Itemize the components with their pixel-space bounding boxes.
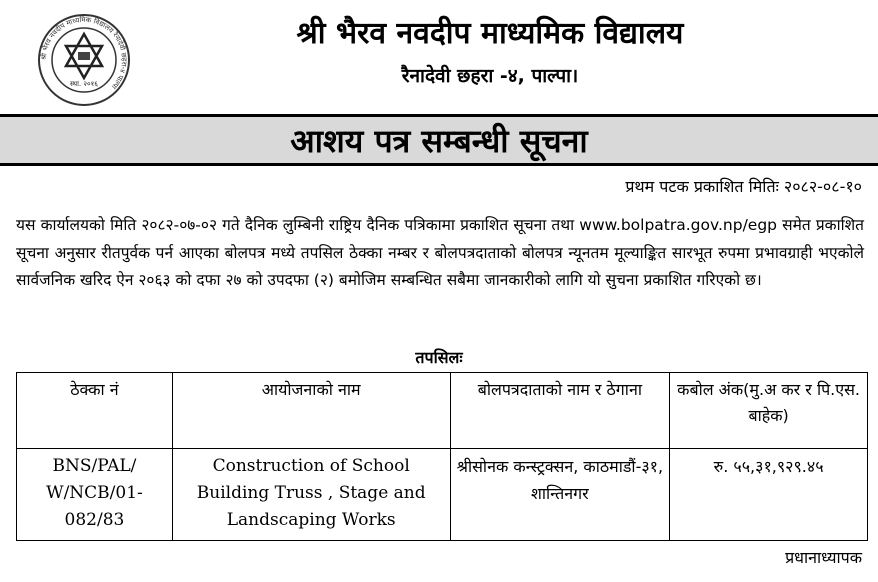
cell-bid-amount: रु. ५५,३१,९२९.४५: [670, 449, 868, 541]
cell-contract-no: BNS/PAL/ W/NCB/01- 082/83: [17, 449, 173, 541]
table-caption: तपसिलः: [415, 348, 463, 367]
letterhead: [0, 0, 878, 112]
school-name: श्री भैरव नवदीप माध्यमिक विद्यालय: [296, 16, 684, 51]
school-seal-icon: [36, 12, 132, 108]
cell-project-name: Construction of School Building Truss , Stage and Landscaping Works: [172, 449, 450, 541]
table-row: [17, 449, 868, 541]
signature-title: प्रधानाध्यापक: [785, 548, 862, 567]
table-header-row: [17, 373, 868, 449]
seal-year-text: स्था. २०१६: [70, 80, 98, 88]
published-date: प्रथम पटक प्रकाशित मितिः २०८२-०८-१०: [625, 177, 862, 196]
notice-body: यस कार्यालयको मिति २०८२-०७-०२ गते दैनिक लुम्बिनी राष्ट्रिय दैनिक पत्रिकामा प्रकाशित सूचना तथा www.bolpatra.gov.np/egp समेत प्रकाशित सूचना अनुसार रीतपुर्वक पर्न आएका बोलपत्र मध्ये तपसिल ठेक्का नम्बर र बोलपत्रदाताको बोलपत्र न्यूनतम मूल्याङ्कित सारभूत रुपमा प्रभावग्राही भएकोले सार्वजनिक खरिद ऐन २०६३ को दफा २७ को उपदफा (२) बमोजिम सम्बन्धित सबैमा जानकारीको लागि यो सुचना प्रकाशित गरिएको छ।: [16, 216, 864, 289]
header-contract-no: ठेक्का नं: [17, 373, 173, 449]
header-bidder: बोलपत्रदाताको नाम र ठेगाना: [450, 373, 670, 449]
notice-title-banner: [0, 114, 878, 166]
header-bid-amount: कबोल अंक(मु.अ कर र पि.एस. बाहेक): [670, 373, 868, 449]
star-of-david-seal-icon: [36, 12, 132, 108]
cell-bidder: श्रीसोनक कन्स्ट्रक्सन, काठमाडौं-३१, शान्तिनगर: [450, 449, 670, 541]
header-project-name: आयोजनाको नाम: [172, 373, 450, 449]
tender-table: [16, 372, 868, 541]
notice-title: आशय पत्र सम्बन्धी सूचना: [290, 121, 588, 160]
seal-ring-text: श्री भैरव नवदीप माध्यमिक विद्यालय रैनादेवी छहरा-४ पाल्पा: [39, 15, 129, 91]
school-address: रैनादेवी छहरा -४, पाल्पा।: [401, 65, 579, 87]
